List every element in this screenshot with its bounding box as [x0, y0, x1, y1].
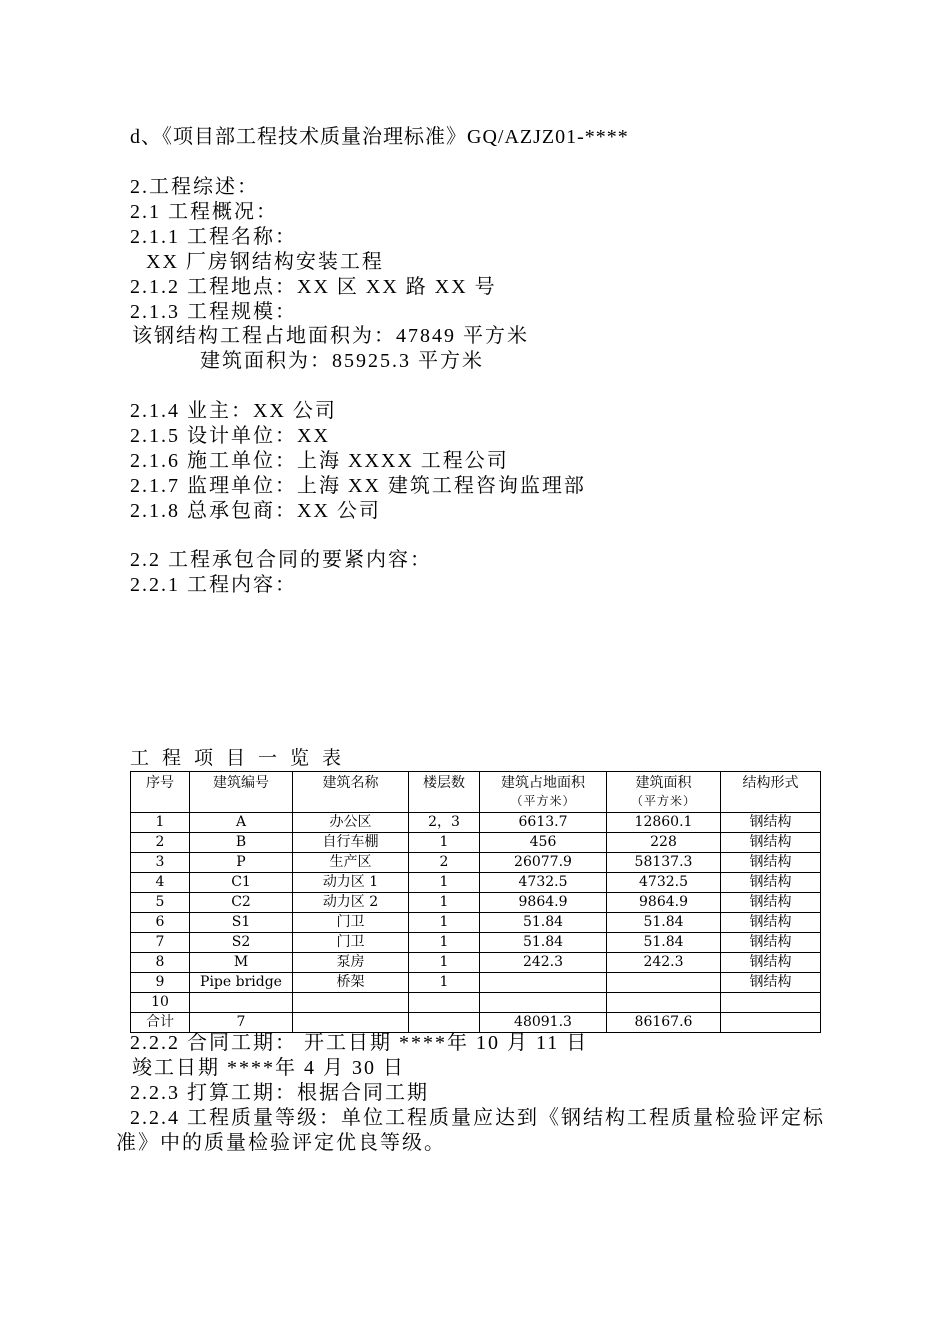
table-cell: 51.84	[480, 913, 607, 933]
contract-period-line: 2.2.2 合同工期： 开工日期 ****年 10 月 11 日	[130, 1032, 589, 1054]
completion-date-line: 竣工日期 ****年 4 月 30 日	[132, 1057, 405, 1079]
table-cell: 1	[409, 913, 480, 933]
general-contractor-line: 2.1.8 总承包商：XX 公司	[130, 500, 381, 522]
quality-grade-line-cont: 准》中的质量检验评定优良等级。	[116, 1132, 446, 1154]
table-cell: 7	[131, 933, 190, 953]
table-cell: 9	[131, 973, 190, 993]
table-cell: 7	[190, 1013, 293, 1033]
project-content-label: 2.2.1 工程内容：	[130, 574, 297, 596]
table-cell: 6	[131, 913, 190, 933]
section-2-heading: 2.工程综述：	[130, 176, 259, 198]
table-cell	[409, 993, 480, 1013]
design-unit-line: 2.1.5 设计单位：XX	[130, 425, 330, 447]
table-title: 工程项目一览表	[130, 748, 355, 769]
table-cell: 1	[409, 833, 480, 853]
table-cell: S2	[190, 933, 293, 953]
table-cell: 钢结构	[721, 953, 821, 973]
table-cell: 242.3	[480, 953, 607, 973]
table-cell: 1	[131, 813, 190, 833]
table-cell: Pipe bridge	[190, 973, 293, 993]
table-cell: C1	[190, 873, 293, 893]
header-cell: 序号	[131, 772, 190, 813]
table-cell: 10	[131, 993, 190, 1013]
table-cell: 1	[409, 973, 480, 993]
header-cell: 建筑名称	[293, 772, 409, 813]
table-cell: 86167.6	[607, 1013, 721, 1033]
table-cell: 自行车棚	[293, 833, 409, 853]
planned-period-line: 2.2.3 打算工期：根据合同工期	[130, 1082, 429, 1104]
table-cell: 钢结构	[721, 873, 821, 893]
table-cell: 1	[409, 953, 480, 973]
table-cell: 钢结构	[721, 833, 821, 853]
table-cell	[480, 993, 607, 1013]
table-row	[131, 893, 821, 913]
table-cell: 门卫	[293, 913, 409, 933]
header-cell: 建筑面积 （平方米）	[607, 772, 721, 813]
table-cell: 1	[409, 933, 480, 953]
table-cell: P	[190, 853, 293, 873]
table-cell: 泵房	[293, 953, 409, 973]
building-area-line: 建筑面积为：85925.3 平方米	[200, 350, 484, 372]
header-cell: 建筑编号	[190, 772, 293, 813]
table-row	[131, 993, 821, 1013]
table-cell: 2	[131, 833, 190, 853]
table-cell: 合计	[131, 1013, 190, 1033]
table-cell: 桥架	[293, 973, 409, 993]
project-location: 2.1.2 工程地点：XX 区 XX 路 XX 号	[130, 276, 497, 298]
project-list-table	[130, 771, 821, 1033]
section-2-1-heading: 2.1 工程概况：	[130, 201, 278, 223]
table-row	[131, 833, 821, 853]
table-row	[131, 853, 821, 873]
header-cell: 建筑占地面积 （平方米）	[480, 772, 607, 813]
table-cell: M	[190, 953, 293, 973]
reference-standard-line: d、《项目部工程技术质量治理标准》GQ/AZJZ01-****	[130, 126, 629, 148]
table-cell	[607, 993, 721, 1013]
table-cell: 钢结构	[721, 893, 821, 913]
header-cell: 楼层数	[409, 772, 480, 813]
table-cell: 58137.3	[607, 853, 721, 873]
table-cell: 生产区	[293, 853, 409, 873]
table-cell	[190, 993, 293, 1013]
table-cell: 4732.5	[480, 873, 607, 893]
section-2-2-heading: 2.2 工程承包合同的要紧内容：	[130, 549, 432, 571]
table-cell	[721, 993, 821, 1013]
table-row	[131, 953, 821, 973]
table-cell: 51.84	[480, 933, 607, 953]
table-cell: A	[190, 813, 293, 833]
owner-line: 2.1.4 业主：XX 公司	[130, 400, 337, 422]
table-cell: 5	[131, 893, 190, 913]
table-row	[131, 913, 821, 933]
table-cell: 26077.9	[480, 853, 607, 873]
supervision-unit-line: 2.1.7 监理单位：上海 XX 建筑工程咨询监理部	[130, 475, 586, 497]
table-cell: 动力区 1	[293, 873, 409, 893]
table-cell: 2	[409, 853, 480, 873]
table-cell: 门卫	[293, 933, 409, 953]
table-cell: 钢结构	[721, 813, 821, 833]
table-row	[131, 933, 821, 953]
table-cell: 3	[131, 853, 190, 873]
table-row	[131, 873, 821, 893]
table-cell: 51.84	[607, 913, 721, 933]
table-cell: 242.3	[607, 953, 721, 973]
table-cell: 钢结构	[721, 853, 821, 873]
table-cell: 1	[409, 893, 480, 913]
table-cell: 228	[607, 833, 721, 853]
header-cell: 结构形式	[721, 772, 821, 813]
table-cell: 12860.1	[607, 813, 721, 833]
table-cell: 4	[131, 873, 190, 893]
table-cell: 456	[480, 833, 607, 853]
table-cell: 1	[409, 873, 480, 893]
table-cell: 9864.9	[607, 893, 721, 913]
table-cell	[293, 993, 409, 1013]
table-cell: 4732.5	[607, 873, 721, 893]
table-cell: 钢结构	[721, 913, 821, 933]
table-cell: 钢结构	[721, 933, 821, 953]
table-cell: S1	[190, 913, 293, 933]
table-cell: C2	[190, 893, 293, 913]
project-scale-label: 2.1.3 工程规模：	[130, 301, 297, 323]
table-cell: 8	[131, 953, 190, 973]
quality-grade-line: 2.2.4 工程质量等级：单位工程质量应达到《钢结构工程质量检验评定标	[130, 1107, 825, 1129]
table-cell: 钢结构	[721, 973, 821, 993]
table-cell	[607, 973, 721, 993]
table-cell: 动力区 2	[293, 893, 409, 913]
table-cell: 2，3	[409, 813, 480, 833]
table-header-row	[131, 772, 821, 813]
table-cell: 48091.3	[480, 1013, 607, 1033]
project-name-value: XX 厂房钢结构安装工程	[146, 251, 384, 273]
table-cell	[480, 973, 607, 993]
site-area-line: 该钢结构工程占地面积为：47849 平方米	[132, 325, 529, 347]
project-name-label: 2.1.1 工程名称：	[130, 226, 297, 248]
table-cell: 51.84	[607, 933, 721, 953]
table-cell: 9864.9	[480, 893, 607, 913]
table-cell: B	[190, 833, 293, 853]
table-cell	[721, 1013, 821, 1033]
construction-unit-line: 2.1.6 施工单位：上海 XXXX 工程公司	[130, 450, 509, 472]
table-cell: 办公区	[293, 813, 409, 833]
table-row	[131, 973, 821, 993]
table-row	[131, 813, 821, 833]
table-cell: 6613.7	[480, 813, 607, 833]
